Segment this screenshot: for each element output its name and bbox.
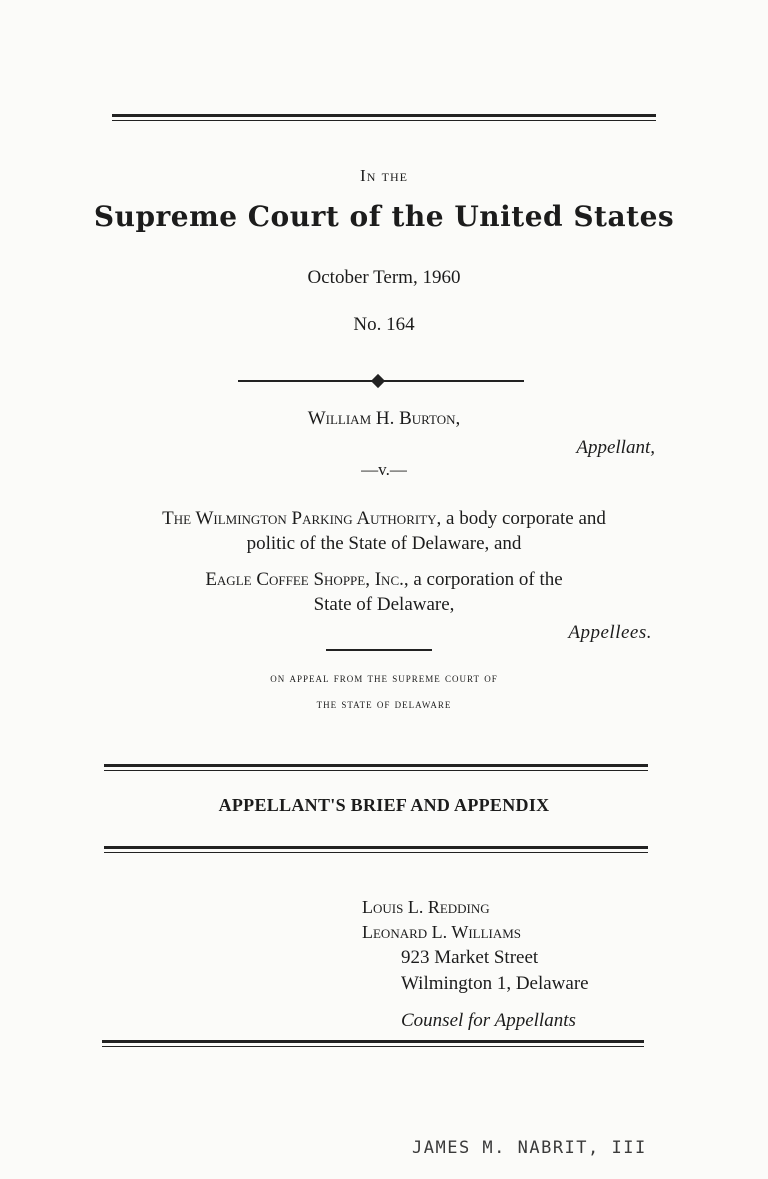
appellee-1-name: The Wilmington Parking Authority, [162, 508, 442, 529]
appellee-2-desc: a corporation of the [408, 569, 563, 590]
appellee-1 [0, 508, 768, 530]
diamond-icon [371, 374, 385, 388]
term: October Term, 1960 [307, 267, 461, 288]
appellant-name: William H. Burton, [307, 408, 461, 429]
versus: —v.— [361, 460, 407, 479]
appellant-role: Appellant, [576, 437, 655, 458]
appellee-2 [0, 569, 768, 591]
counsel-role: Counsel for Appellants [401, 1010, 576, 1031]
brief-title: APPELLANT'S BRIEF AND APPENDIX [218, 795, 550, 815]
appeal-line-2: the state of delaware [316, 696, 452, 711]
appellee-2-name: Eagle Coffee Shoppe, Inc., [205, 569, 409, 590]
owner-stamp: JAMES M. NABRIT, III [412, 1138, 647, 1158]
appellee-1-desc-line2: politic of the State of Delaware, and [246, 533, 522, 554]
diamond-ornament-rule [238, 379, 524, 383]
in-the-label: In the [360, 166, 408, 185]
appellees-role: Appellees. [568, 622, 652, 643]
counsel-city: Wilmington 1, Delaware [401, 973, 589, 994]
appellee-1-desc: a body corporate and [441, 508, 606, 529]
brief-top-rule [104, 764, 648, 767]
brief-bottom-rule [104, 846, 648, 849]
appeal-line-1: on appeal from the supreme court of [270, 670, 498, 685]
docket-number: No. 164 [353, 314, 415, 335]
counsel-street: 923 Market Street [401, 947, 539, 968]
counsel-name-1: Louis L. Redding [362, 897, 490, 917]
short-rule [326, 649, 432, 651]
bottom-double-rule [102, 1040, 644, 1043]
court-name: Supreme Court of the United States [93, 200, 675, 233]
top-double-rule [112, 114, 656, 117]
counsel-name-2: Leonard L. Williams [362, 922, 522, 942]
appellee-2-desc-line2: State of Delaware, [313, 594, 455, 615]
